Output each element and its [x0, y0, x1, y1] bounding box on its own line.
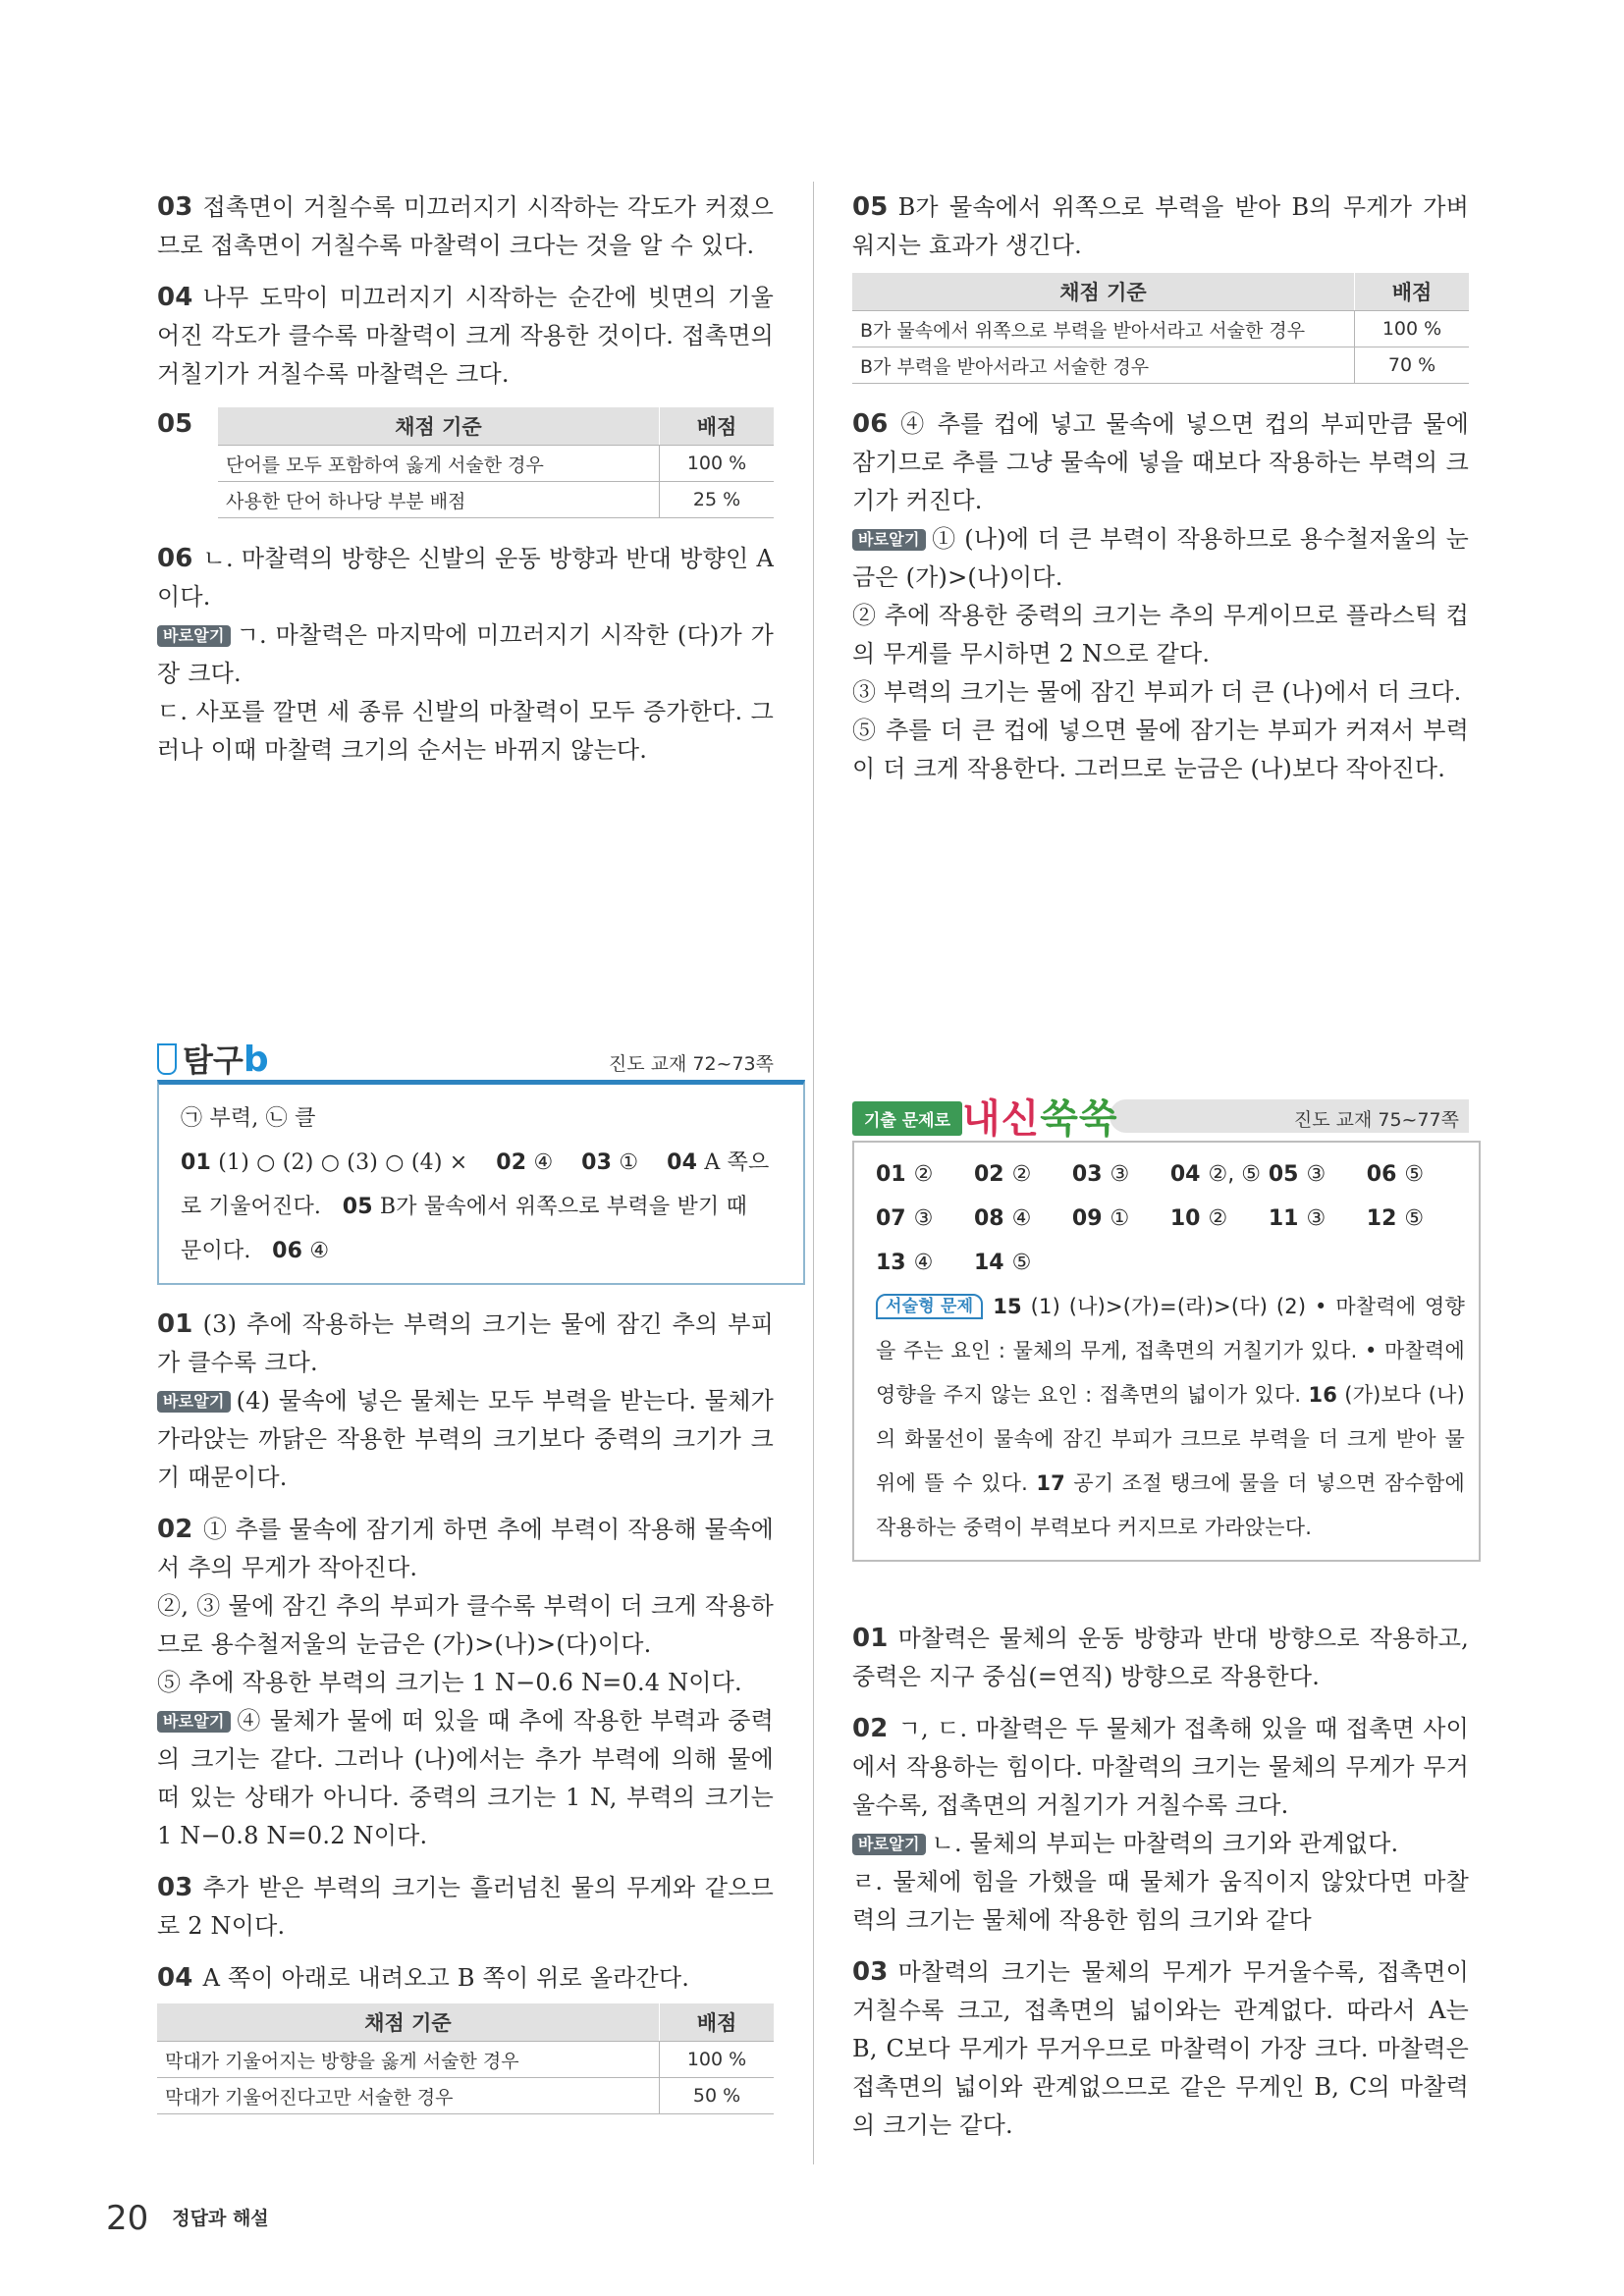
- page-footer: [106, 2199, 269, 2238]
- score-cell: 100 %: [660, 2042, 775, 2078]
- naesin-answer-01: [852, 1620, 1469, 1696]
- table-header-score: 배점: [660, 2003, 775, 2042]
- scoring-table: [218, 407, 774, 518]
- answer-item: [974, 1197, 1072, 1241]
- baro-algi-tag: 바로알기: [157, 1711, 231, 1733]
- scoring-table: [157, 2003, 774, 2114]
- flask-icon: [157, 1043, 177, 1075]
- score-cell: 70 %: [1355, 347, 1470, 384]
- answer-number: 01: [181, 1150, 212, 1175]
- answer-number: 04: [1169, 1162, 1201, 1187]
- answer-number: 16: [1308, 1383, 1338, 1407]
- answer-value: 공기 조절 탱크에 물을 더 넣으면 잠수함에 작용하는 중력이 부력보다 커지므로 가라앉는다.: [876, 1471, 1465, 1539]
- answer-number: 02: [973, 1162, 1004, 1187]
- explanation-text: ②, ③ 물에 잠긴 추의 부피가 클수록 부력이 더 크게 작용하므로 용수철저울의 눈금은 (가)>(나)>(다)이다.: [157, 1592, 774, 1658]
- answer-05: [157, 407, 774, 518]
- scoring-table: [852, 273, 1469, 384]
- score-cell: 100 %: [660, 446, 775, 482]
- explanation-text: A 쪽이 아래로 내려오고 B 쪽이 위로 올라간다.: [202, 1964, 690, 1992]
- answer-item: [974, 1152, 1072, 1197]
- answer-number: 04: [667, 1150, 698, 1175]
- naesin-logo: [962, 1088, 1118, 1144]
- tamgu-answer-box: [157, 1080, 805, 1285]
- table-header-criteria: 채점 기준: [157, 2003, 660, 2042]
- answer-number: 07: [876, 1206, 906, 1231]
- baro-algi-tag: 바로알기: [157, 1391, 231, 1413]
- explanation-text: 접촉면이 거칠수록 미끄러지기 시작하는 각도가 커졌으므로 접촉면이 거칠수록 마찰력이 크다는 것을 알 수 있다.: [157, 193, 774, 259]
- answer-value: ②: [1011, 1162, 1032, 1187]
- answer-value: ③: [1306, 1162, 1326, 1187]
- question-number: 05: [157, 409, 193, 439]
- answer-number: 10: [1169, 1206, 1201, 1231]
- answer-03: [157, 188, 774, 265]
- answer-number: 05: [342, 1195, 373, 1219]
- table-row: [157, 2078, 774, 2114]
- answer-line: [181, 1229, 789, 1273]
- table-header-criteria: 채점 기준: [852, 273, 1355, 311]
- answer-value: ③: [1110, 1162, 1130, 1187]
- explanation-text: 추가 받은 부력의 크기는 흘러넘친 물의 무게와 같으므로 2 N이다.: [157, 1874, 774, 1940]
- tamgu-answer-01: [157, 1306, 774, 1497]
- footer-label: 정답과 해설: [172, 2208, 269, 2229]
- correction-text: ③ 부력의 크기는 물에 잠긴 부피가 더 큰 (나)에서 더 크다.: [852, 678, 1462, 706]
- answer-value: A 쪽으: [704, 1150, 770, 1175]
- answer-value: ④: [1011, 1206, 1032, 1231]
- answer-item: [1072, 1197, 1170, 1241]
- naesin-answer-box: [852, 1141, 1481, 1562]
- baro-algi-tag: 바로알기: [852, 529, 926, 551]
- correction-text: (4) 물속에 넣은 물체는 모두 부력을 받는다. 물체가 가라앉는 까닭은 작용한 부력의 크기보다 중력의 크기가 크기 때문이다.: [157, 1387, 774, 1491]
- answer-number: 03: [1071, 1162, 1103, 1187]
- textbook-reference: 진도 교재 72~73쪽: [608, 1053, 774, 1075]
- correction-text: ㄹ. 물체에 힘을 가했을 때 물체가 움직이지 않았다면 마찰력의 크기는 물체에 작용한 힘의 크기와 같다: [852, 1868, 1469, 1934]
- answer-item: [1072, 1152, 1170, 1197]
- naesin-header: [852, 1094, 1469, 1142]
- explanation-text: ④ 추를 컵에 넣고 물속에 넣으면 컵의 부피만큼 물에 잠기므로 추를 그냥 물속에 넣을 때보다 작용하는 부력의 크기가 커진다.: [852, 410, 1469, 514]
- answer-number: 03: [581, 1150, 613, 1175]
- tamgu-answer-02: [157, 1511, 774, 1855]
- explanation-text: ㄴ. 마찰력의 방향은 신발의 운동 방향과 반대 방향인 A이다.: [157, 545, 774, 611]
- correction-text: ④ 물체가 물에 떠 있을 때 추에 작용한 부력과 중력의 크기는 같다. 그러나 (나)에서는 추가 부력에 의해 물에 떠 있는 상태가 아니다. 중력의 크기는 1 N, 부력의 크기는 1 N−0.8 N=0.2 N이다.: [157, 1707, 774, 1849]
- answer-number: 13: [876, 1251, 906, 1275]
- answer-number: 14: [973, 1251, 1004, 1275]
- table-row: [218, 482, 774, 518]
- answer-number: 06: [272, 1239, 303, 1263]
- answer-value: ①: [619, 1150, 639, 1175]
- criteria-cell: 단어를 모두 포함하여 옳게 서술한 경우: [218, 446, 660, 482]
- tamgu-title: [157, 1036, 269, 1081]
- answer-value: 문이다.: [181, 1239, 251, 1263]
- answer-number: 09: [1071, 1206, 1103, 1231]
- answer-item: [1269, 1152, 1367, 1197]
- answer-number: 06: [1366, 1162, 1397, 1187]
- score-cell: 50 %: [660, 2078, 775, 2114]
- answer-item: [974, 1241, 1072, 1285]
- explanation-text: (3) 추에 작용하는 부력의 크기는 물에 잠긴 추의 부피가 클수록 크다.: [157, 1310, 774, 1376]
- answer-item: [1170, 1197, 1269, 1241]
- answer-06-right: [852, 405, 1469, 788]
- answer-number: 01: [876, 1162, 906, 1187]
- question-number: 06: [157, 544, 193, 573]
- logo-text-b: 쑥쑥: [1040, 1096, 1118, 1142]
- answer-item: [876, 1152, 974, 1197]
- question-number: 06: [852, 409, 889, 439]
- answer-05-right: [852, 188, 1469, 384]
- table-header-criteria: 채점 기준: [218, 407, 660, 446]
- correction-text: ㄴ. 물체의 부피는 마찰력의 크기와 관계없다.: [931, 1830, 1399, 1857]
- answer-value: (가)보다 (나)의 화물선이 물속에 잠긴 부피가 크므로 부력을 더 크게 받아 물 위에 뜰 수 있다.: [876, 1383, 1465, 1495]
- question-number: 04: [157, 283, 193, 312]
- question-number: 04: [157, 1963, 193, 1993]
- textbook-reference: 진도 교재 75~77쪽: [1293, 1109, 1459, 1131]
- baro-algi-tag: 바로알기: [157, 625, 231, 647]
- table-header-score: 배점: [660, 407, 775, 446]
- explanation-text: 마찰력의 크기는 물체의 무게가 무거울수록, 접촉면이 거칠수록 크고, 접촉면의 넓이와는 관계없다. 따라서 A는 B, C보다 무게가 무거우므로 마찰력이 가장 크다. 마찰력은 접촉면의 넓이와 관계없으므로 같은 무게인 B, C의 마찰력의 크기는 같다.: [852, 1958, 1469, 2139]
- tamgu-title-text: 탐구: [183, 1041, 244, 1079]
- answer-number: 12: [1366, 1206, 1397, 1231]
- explanation-text: 나무 도막이 미끄러지기 시작하는 순간에 빗면의 기울어진 각도가 클수록 마찰력이 크게 작용한 것이다. 접촉면의 거칠기가 거칠수록 마찰력은 크다.: [157, 284, 774, 388]
- table-row: [157, 2042, 774, 2078]
- criteria-cell: B가 물속에서 위쪽으로 부력을 받아서라고 서술한 경우: [852, 311, 1355, 347]
- explanation-text: B가 물속에서 위쪽으로 부력을 받아 B의 무게가 가벼워지는 효과가 생긴다.: [852, 193, 1469, 259]
- answer-04: [157, 279, 774, 394]
- answer-item: [1367, 1197, 1465, 1241]
- column-divider: [813, 182, 814, 2164]
- answer-line: [181, 1185, 789, 1229]
- answer-value: ①: [1110, 1206, 1130, 1231]
- answer-value: ⑤: [1404, 1162, 1425, 1187]
- answer-value: ⑤: [1011, 1251, 1032, 1275]
- score-cell: 100 %: [1355, 311, 1470, 347]
- answer-item: [876, 1241, 974, 1285]
- explanation-text: ⑤ 추에 작용한 부력의 크기는 1 N−0.6 N=0.4 N이다.: [157, 1669, 742, 1696]
- correction-text: ⑤ 추를 더 큰 컵에 넣으면 물에 잠기는 부피가 커져서 부력이 더 크게 작용한다. 그러므로 눈금은 (나)보다 작아진다.: [852, 717, 1469, 782]
- answer-value: ②: [1208, 1206, 1228, 1231]
- answer-item: [1269, 1197, 1367, 1241]
- left-column-top: [157, 188, 774, 783]
- explanation-text: ① 추를 물속에 잠기게 하면 추에 부력이 작용해 물속에서 추의 무게가 작아진다.: [157, 1516, 774, 1581]
- tamgu-header: [157, 1036, 774, 1080]
- answer-number: 08: [973, 1206, 1004, 1231]
- right-column-top: [852, 188, 1469, 802]
- naesin-badge: 기출 문제로: [852, 1101, 962, 1136]
- seosul-tag: 서술형 문제: [876, 1294, 983, 1319]
- question-number: 01: [157, 1309, 193, 1339]
- answer-item: [876, 1197, 974, 1241]
- right-column-bottom: [852, 1620, 1469, 2159]
- question-number: 03: [852, 1957, 889, 1987]
- question-number: 02: [852, 1714, 889, 1743]
- answer-value: ②: [913, 1162, 934, 1187]
- answer-number: 17: [1036, 1471, 1065, 1495]
- criteria-cell: B가 부력을 받아서라고 서술한 경우: [852, 347, 1355, 384]
- criteria-cell: 막대가 기울어지는 방향을 옳게 서술한 경우: [157, 2042, 660, 2078]
- table-header-score: 배점: [1355, 273, 1470, 311]
- score-cell: 25 %: [660, 482, 775, 518]
- answer-item: [1170, 1152, 1269, 1197]
- answer-06: [157, 540, 774, 770]
- page-number: 20: [106, 2199, 149, 2238]
- answer-value: ②, ⑤: [1208, 1162, 1261, 1187]
- answer-value: ④: [913, 1251, 934, 1275]
- naesin-answer-03: [852, 1953, 1469, 2145]
- question-number: 01: [852, 1624, 889, 1653]
- answer-value: ⑤: [1404, 1206, 1425, 1231]
- answer-number: 05: [1268, 1162, 1299, 1187]
- seosul-answers: [876, 1285, 1465, 1550]
- answer-value: (1) ○ (2) ○ (3) ○ (4) ×: [218, 1150, 468, 1175]
- question-number: 05: [852, 192, 889, 222]
- answer-value: (1) (나)>(가)=(라)>(다) (2) • 마찰력에 영향을 주는 요인 : 물체의 무게, 접촉면의 거칠기가 있다. • 마찰력에 영향을 주지 않는 요인 : 접촉면의 넓이가 있다.: [876, 1295, 1465, 1407]
- explanation-text: 마찰력은 물체의 운동 방향과 반대 방향으로 작용하고, 중력은 지구 중심(=연직) 방향으로 작용한다.: [852, 1625, 1469, 1690]
- answer-value: B가 물속에서 위쪽으로 부력을 받기 때: [379, 1195, 748, 1219]
- tamgu-answer-04: [157, 1959, 774, 2114]
- answer-item: [1367, 1152, 1465, 1197]
- answer-value: ④: [309, 1239, 330, 1263]
- criteria-cell: 막대가 기울어진다고만 서술한 경우: [157, 2078, 660, 2114]
- table-row: [852, 311, 1469, 347]
- criteria-cell: 사용한 단어 하나당 부분 배점: [218, 482, 660, 518]
- correction-text: ㄱ. 마찰력은 마지막에 미끄러지기 시작한 (다)가 가장 크다.: [157, 621, 774, 687]
- left-column-bottom: [157, 1306, 774, 2128]
- table-row: [218, 446, 774, 482]
- answer-number: 11: [1268, 1206, 1299, 1231]
- answer-value: ③: [1306, 1206, 1326, 1231]
- question-number: 03: [157, 1873, 193, 1902]
- question-number: 03: [157, 192, 193, 222]
- correction-text: ㄷ. 사포를 깔면 세 종류 신발의 마찰력이 모두 증가한다. 그러나 이때 마찰력 크기의 순서는 바뀌지 않는다.: [157, 698, 774, 764]
- tamgu-answer-03: [157, 1869, 774, 1946]
- answer-number: 02: [496, 1150, 527, 1175]
- answer-line: ㉠ 부력, ㉡ 클: [181, 1106, 316, 1131]
- explanation-text: ㄱ, ㄷ. 마찰력은 두 물체가 접촉해 있을 때 접촉면 사이에서 작용하는 힘이다. 마찰력의 크기는 물체의 무게가 무거울수록, 접촉면의 거칠기가 거칠수록 크다.: [852, 1715, 1469, 1819]
- naesin-answer-02: [852, 1710, 1469, 1940]
- baro-algi-tag: 바로알기: [852, 1834, 926, 1855]
- question-number: 02: [157, 1515, 193, 1544]
- correction-text: ② 추에 작용한 중력의 크기는 추의 무게이므로 플라스틱 컵의 무게를 무시하면 2 N으로 같다.: [852, 602, 1469, 667]
- logo-text-a: 내신: [962, 1096, 1041, 1142]
- table-row: [852, 347, 1469, 384]
- answer-value: 로 기울어진다.: [181, 1195, 322, 1219]
- answer-grid: [876, 1152, 1465, 1285]
- tamgu-title-letter: b: [243, 1040, 269, 1080]
- correction-text: ① (나)에 더 큰 부력이 작용하므로 용수철저울의 눈금은 (가)>(나)이다.: [852, 525, 1469, 591]
- answer-value: ④: [533, 1150, 554, 1175]
- answer-value: ③: [913, 1206, 934, 1231]
- answer-line: [181, 1141, 789, 1185]
- answer-number: 15: [993, 1295, 1022, 1318]
